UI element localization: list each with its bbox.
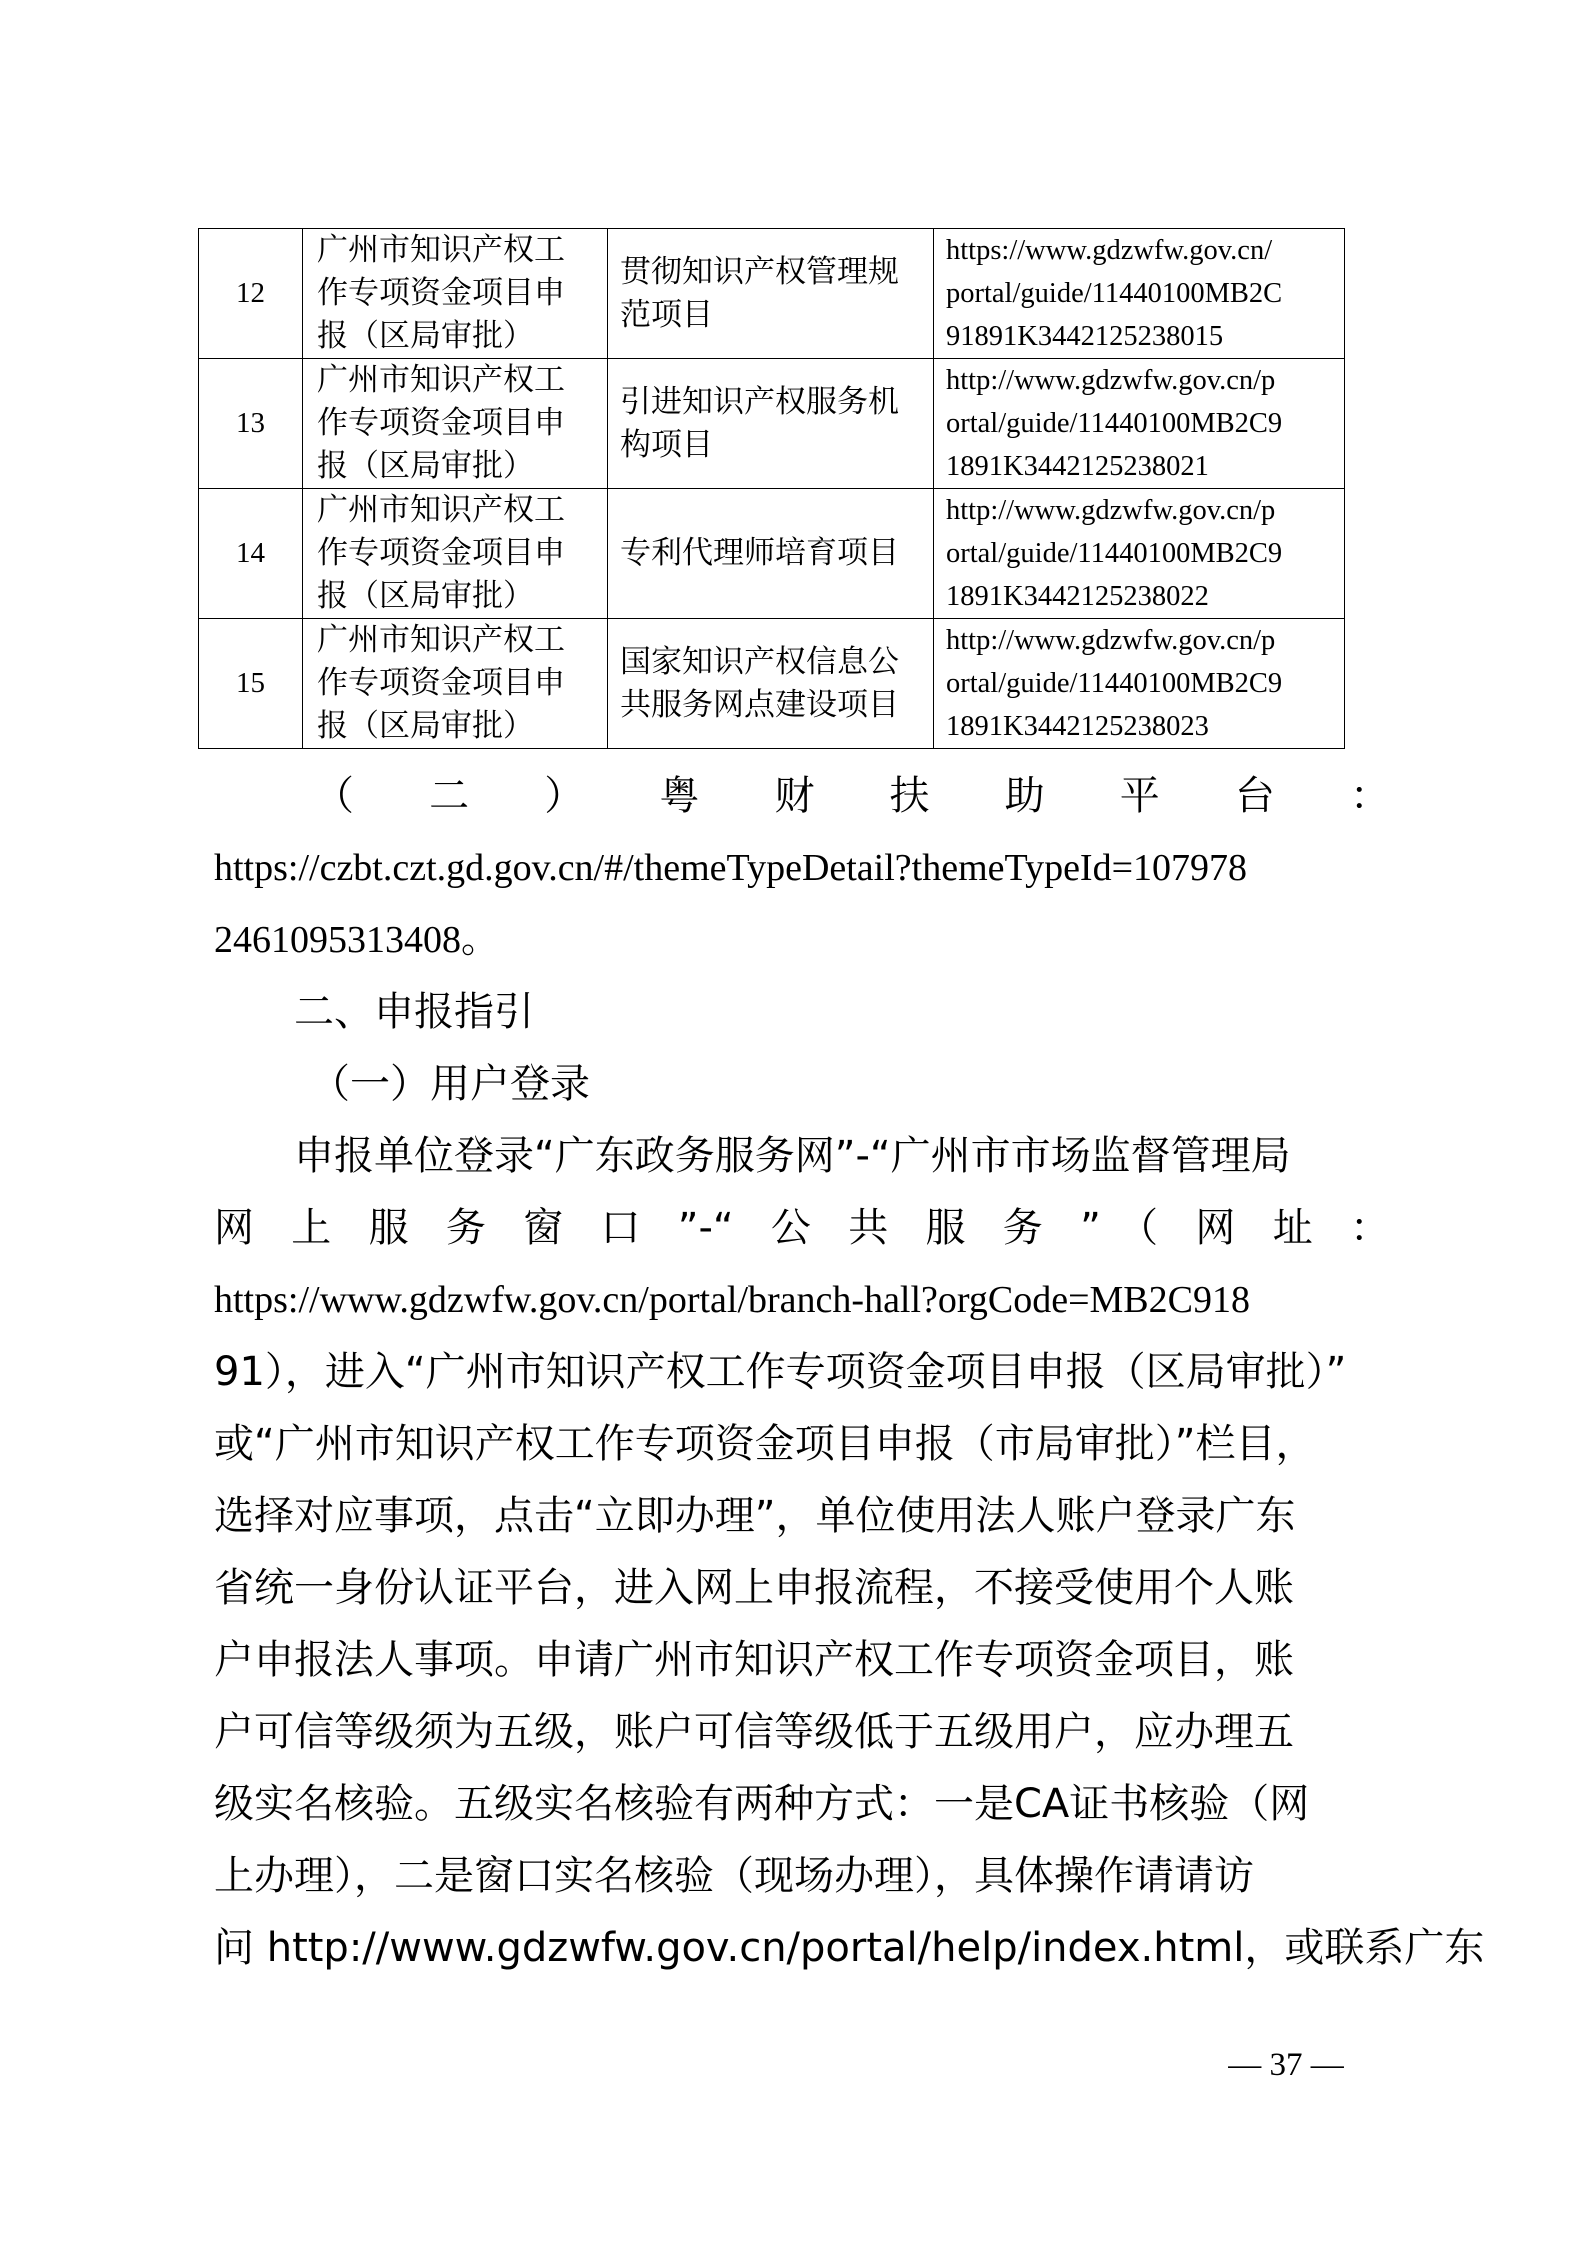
category-cell [303,489,608,619]
guide-line-8: 户申报法人事项。申请广州市知识产权工作专项资金项目，账 [214,1637,1294,1683]
url-line: 1891K3442125238021 [946,451,1209,482]
url-cell [934,359,1345,489]
url-line: ortal/guide/11440100MB2C9 [946,408,1283,439]
category-line: 报（区局审批） [317,708,534,744]
url-cell [934,229,1345,359]
table-row [199,359,1345,489]
project-cell [608,619,934,749]
platform-url-line-2: 2461095313408。 [214,919,500,961]
category-cell [303,359,608,489]
guide-line-10: 级实名核验。五级实名核验有两种方式：一是CA证书核验（网 [214,1781,1310,1827]
category-line: 广州市知识产权工 [317,362,565,398]
category-line: 报（区局审批） [317,448,534,484]
page-number: — 37 — [1228,2047,1344,2083]
guide-line-12: 问 http://www.gdzwfw.gov.cn/portal/help/index.html，或联系广东 [214,1925,1485,1971]
project-line: 引进知识产权服务机 [620,383,899,420]
project-cell [608,229,934,359]
guide-line-6: 选择对应事项，点击“立即办理”，单位使用法人账户登录广东 [214,1493,1296,1539]
category-line: 广州市知识产权工 [317,232,565,268]
table-row [199,489,1345,619]
project-cell [608,359,934,489]
project-line: 贯彻知识产权管理规 [620,253,899,290]
category-line: 作专项资金项目申 [317,405,565,441]
row-number-cell: 15 [199,619,303,749]
guide-line-4: 91），进入“广州市知识产权工作专项资金项目申报（区局审批）” [214,1349,1347,1395]
url-line: http://www.gdzwfw.gov.cn/p [946,495,1276,526]
url-cell [934,619,1345,749]
project-line: 范项目 [620,296,713,333]
section-heading: 二、申报指引 [294,989,534,1035]
category-line: 报（区局审批） [317,318,534,354]
guide-line-9: 户可信等级须为五级，账户可信等级低于五级用户，应办理五 [214,1709,1294,1755]
project-table-body [199,229,1345,749]
project-cell [608,489,934,619]
row-number-cell: 12 [199,229,303,359]
url-line: 91891K3442125238015 [946,321,1224,352]
url-line: ortal/guide/11440100MB2C9 [946,538,1283,569]
url-line: http://www.gdzwfw.gov.cn/p [946,365,1276,396]
category-line: 广州市知识产权工 [317,492,565,528]
project-line: 专利代理师培育项目 [620,535,899,571]
url-line: http://www.gdzwfw.gov.cn/p [946,625,1276,656]
body-text [214,760,1485,1984]
guide-line-2: 网上服务窗口”-“公共服务”（网址： [214,1205,1390,1251]
project-line: 共服务网点建设项目 [620,686,899,723]
platform-url-line-1: https://czbt.czt.gd.gov.cn/#/themeTypeDetail?themeTypeId=107978 [214,847,1248,889]
guide-line-11: 上办理），二是窗口实名核验（现场办理），具体操作请请访 [214,1853,1254,1899]
row-number-cell: 14 [199,489,303,619]
guide-line-1: 申报单位登录“广东政务服务网”-“广州市市场监督管理局 [294,1133,1291,1179]
project-line: 构项目 [620,426,713,463]
category-line: 作专项资金项目申 [317,275,565,311]
url-line: 1891K3442125238023 [946,711,1209,742]
category-line: 作专项资金项目申 [317,535,565,571]
subsection-heading: （一）用户登录 [310,1061,590,1107]
table-row [199,619,1345,749]
url-line: portal/guide/11440100MB2C [946,278,1283,309]
url-line: ortal/guide/11440100MB2C9 [946,668,1283,699]
guide-line-5: 或“广州市知识产权工作专项资金项目申报（市局审批）”栏目， [214,1421,1316,1467]
project-table [198,228,1345,749]
table-row [199,229,1345,359]
row-number-cell: 13 [199,359,303,489]
guide-line-3: https://www.gdzwfw.gov.cn/portal/branch-hall?orgCode=MB2C918 [214,1279,1251,1321]
guide-line-7: 省统一身份认证平台，进入网上申报流程，不接受使用个人账 [214,1565,1294,1611]
platform-heading: （二）粤财扶助平台： [314,773,1390,819]
category-line: 报（区局审批） [317,578,534,614]
category-line: 广州市知识产权工 [317,622,565,658]
category-cell [303,229,608,359]
project-line: 国家知识产权信息公 [620,643,899,680]
url-line: https://www.gdzwfw.gov.cn/ [946,235,1273,266]
category-line: 作专项资金项目申 [317,665,565,701]
url-cell [934,489,1345,619]
url-line: 1891K3442125238022 [946,581,1209,612]
category-cell [303,619,608,749]
